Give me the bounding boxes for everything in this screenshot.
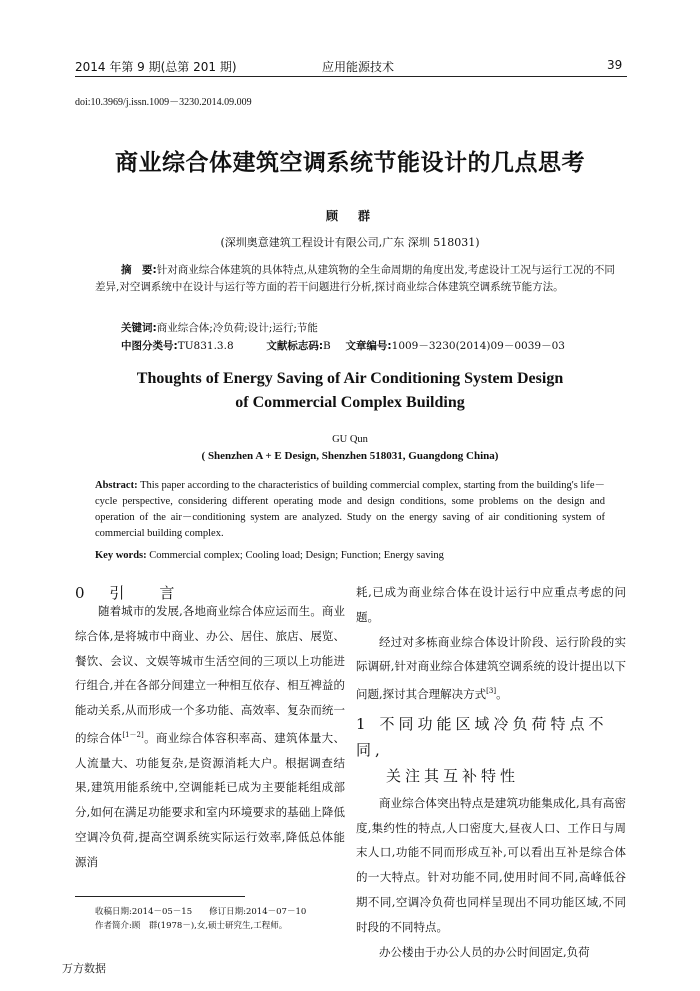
doc-code-label: 文献标志码: — [266, 340, 324, 352]
abstract-en-label: Abstract: — [95, 480, 138, 491]
footnote-dates: 收稿日期:2014－05－15 修订日期:2014－07－10 — [95, 907, 307, 917]
title-en — [0, 367, 700, 415]
section-0-number: 0 — [75, 584, 95, 602]
citation-ref: [1－2] — [122, 730, 144, 739]
header-rule — [75, 76, 627, 77]
section-1-heading — [356, 711, 626, 789]
section-1-title-line1: 不同功能区域冷负荷特点不同, — [356, 714, 608, 759]
left-para-2: 。商业综合体容积率高、建筑体量大、人流量大、功能复杂,是资源消耗大户。根据调查结果,建筑用能系统中,空调能耗已成为主要能耗组成部分,如何在满足功能要求和室内环境要求的基础上降低空调冷负荷,提高空调系统实际运行效率,降低总体能源消 — [75, 730, 346, 869]
affiliation-en: ( Shenzhen A + E Design, Shenzhen 518031, Guangdong China) — [201, 450, 499, 462]
section-0-title: 引 言 — [109, 584, 185, 602]
keywords-cn-text: 商业综合体;冷负荷;设计;运行;节能 — [156, 322, 318, 334]
left-column — [75, 599, 345, 875]
journal-name: 应用能源技术 — [322, 60, 395, 74]
section-1-title-line2: 关注其互补特性 — [386, 766, 520, 785]
body-paragraph: 商业综合体突出特点是建筑功能集成化,具有高密度,集约性的特点,人口密度大,昼夜人口、工作日与周末人口,功能不同而形成互补,可以看出互补是综合体的一大特点。针对功能不同,使用时间不同,高峰低谷期不同,空调冷负荷也同样呈现出不同功能区域,不同时段的不同特点。 — [356, 795, 626, 934]
page-number: 39 — [607, 58, 623, 72]
title-cn: 商业综合体建筑空调系统节能设计的几点思考 — [115, 150, 585, 176]
footnote-rule — [75, 896, 245, 897]
body-paragraph: 办公楼由于办公人员的办公时间固定,负荷 — [379, 944, 590, 959]
watermark: 万方数据 — [62, 962, 106, 975]
keywords-en — [95, 550, 615, 561]
clc-value: TU831.3.8 — [177, 340, 234, 352]
title-en-line1: Thoughts of Energy Saving of Air Conditioning System Design — [136, 370, 564, 387]
article-no-label: 文章编号: — [345, 340, 392, 352]
abstract-en-text: This paper according to the characteristics of building commercial complex, starting from the building's life－cycle perspective, considering different operating mode and design conditions, some problems on the design and operation of the air－conditioning system are analyzed. Study on the energy saving of air conditioning system of commercial building complex. — [95, 480, 606, 539]
keywords-cn-label: 关键词: — [121, 322, 157, 334]
title-en-line2: of Commercial Complex Building — [235, 394, 465, 411]
doc-code-value: B — [323, 340, 331, 352]
author-cn: 顾 群 — [325, 209, 374, 223]
body-paragraph: 耗,已成为商业综合体在设计运行中应重点考虑的问题。 — [356, 585, 626, 624]
doi: doi:10.3969/j.issn.1009－3230.2014.09.009 — [75, 97, 252, 108]
keywords-en-label: Key words: — [95, 550, 147, 561]
keywords-en-text: Commercial complex; Cooling load; Design; Function; Energy saving — [149, 550, 444, 561]
affiliation-cn: (深圳奥意建筑工程设计有限公司,广东 深圳 518031) — [220, 236, 480, 249]
abstract-cn — [95, 262, 623, 296]
right-para-1: 经过对多栋商业综合体设计阶段、运行阶段的实际调研,针对商业综合体建筑空调系统的设计提出以下问题,探讨其合理解决方式 — [356, 634, 626, 702]
keywords-cn — [121, 320, 318, 335]
citation-ref: [3] — [486, 687, 497, 696]
body-paragraph — [356, 630, 626, 707]
right-para-1-end: 。 — [496, 687, 508, 702]
section-1-number: 1 — [356, 714, 366, 733]
abstract-en — [95, 478, 605, 542]
abstract-cn-text: 针对商业综合体建筑的具体特点,从建筑物的全生命周期的角度出发,考虑设计工况与运行工况的不同差异,对空调系统中在设计与运行等方面的若干问题进行分析,探讨商业综合体建筑空调系统节能方法。 — [95, 264, 615, 293]
left-para-1: 随着城市的发展,各地商业综合体应运而生。商业综合体,是将城市中商业、办公、居住、旅店、展览、餐饮、会议、文娱等城市生活空间的三项以上功能进行组合,并在各部分间建立一种相互依存、相互裨益的能动关系,从而形成一个多功能、高效率、复杂而统一的综合体 — [75, 604, 345, 745]
issue-info: 2014 年第 9 期(总第 201 期) — [75, 60, 237, 74]
clc-label: 中图分类号: — [121, 340, 178, 352]
right-column — [356, 580, 626, 964]
article-no-value: 1009－3230(2014)09－0039－03 — [391, 340, 565, 352]
body-paragraph — [75, 599, 345, 875]
abstract-cn-label: 摘 要: — [121, 264, 157, 276]
classification-line — [121, 338, 565, 353]
author-en: GU Qun — [332, 434, 368, 445]
footnote-bio: 作者简介:顾 群(1978－),女,硕士研究生,工程师。 — [95, 921, 288, 931]
